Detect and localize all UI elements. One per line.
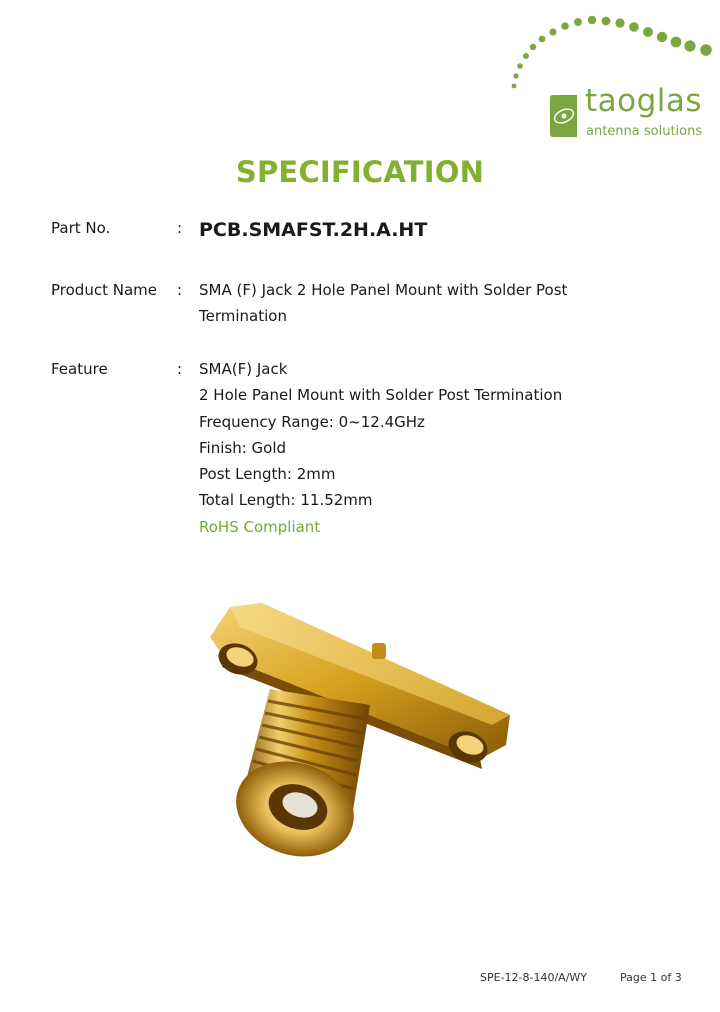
- feature-item: SMA(F) Jack: [199, 360, 288, 378]
- part-no-value: PCB.SMAFST.2H.A.HT: [199, 219, 428, 241]
- feature-colon: :: [177, 360, 183, 378]
- product-name-value: [199, 277, 567, 330]
- feature-item: Post Length: 2mm: [199, 465, 336, 484]
- page-title: SPECIFICATION: [235, 155, 485, 189]
- brand-name: taoglas: [585, 83, 703, 119]
- taoglas-logo-mark: [549, 93, 579, 139]
- brand-tagline: antenna solutions: [586, 124, 703, 139]
- part-no-colon: :: [177, 219, 183, 237]
- feature-label: Feature: [51, 360, 108, 378]
- product-name-colon: :: [177, 281, 183, 299]
- product-photo: [200, 597, 518, 867]
- feature-list: [199, 356, 562, 540]
- document-code: SPE-12-8-140/A/WY: [480, 971, 587, 984]
- feature-item: Finish: Gold: [199, 438, 287, 457]
- feature-item: Total Length: 11.52mm: [199, 491, 373, 510]
- rohs-compliant: RoHS Compliant: [199, 517, 321, 536]
- feature-item: 2 Hole Panel Mount with Solder Post Termination: [199, 386, 563, 405]
- page-number: Page 1 of 3: [620, 971, 682, 984]
- product-name-line: Termination: [199, 307, 287, 326]
- feature-item: Frequency Range: 0~12.4GHz: [199, 412, 425, 431]
- product-name-label: Product Name: [51, 281, 157, 299]
- part-no-label: Part No.: [51, 219, 111, 237]
- product-name-line: SMA (F) Jack 2 Hole Panel Mount with Solder Post: [199, 281, 568, 299]
